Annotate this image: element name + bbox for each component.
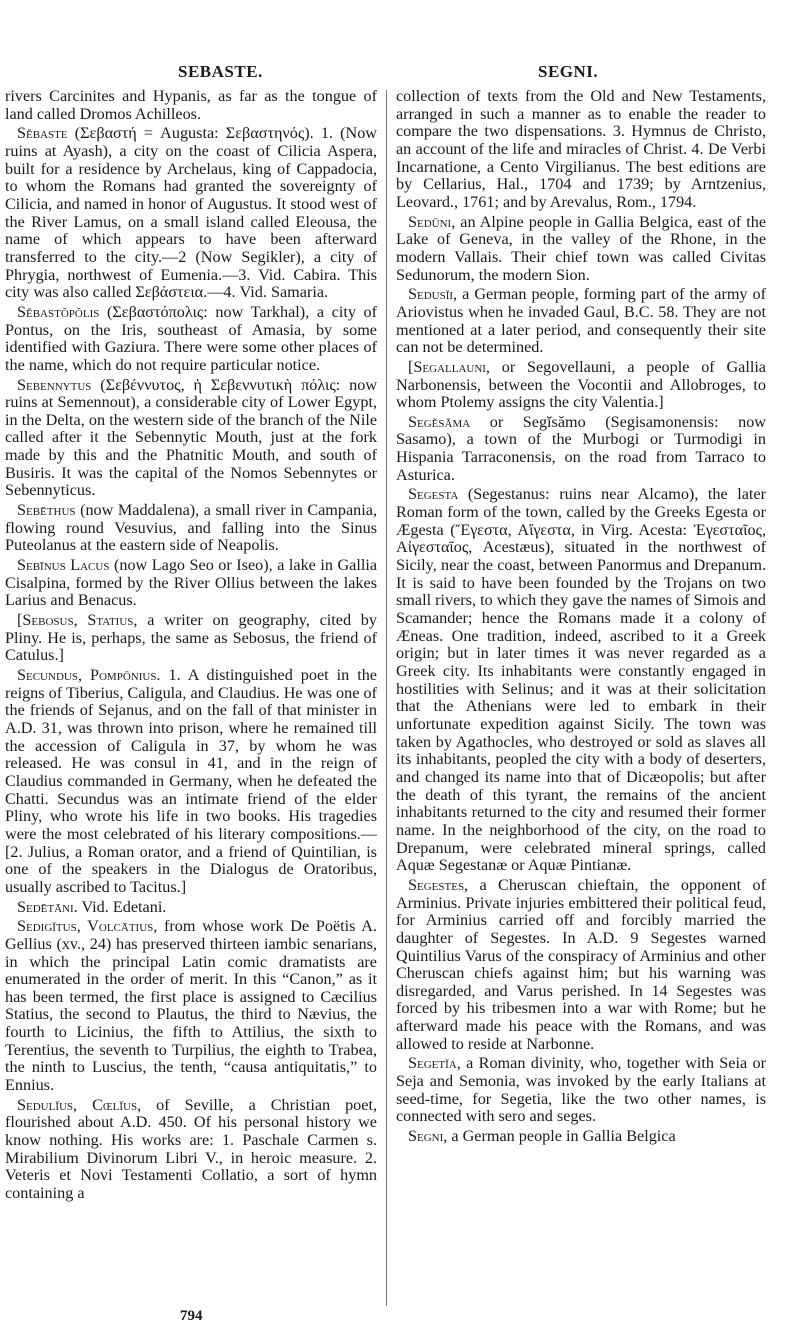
entry-headword: [Segallauni, (408, 357, 490, 376)
entry-segetia (396, 1055, 766, 1126)
entry-headword: Sebennytus (17, 375, 92, 394)
column-divider (386, 90, 387, 1306)
entry-headword: Segestes, (408, 875, 469, 894)
entry-text: Vid. Edetani. (81, 897, 167, 916)
entry-sebastopolis (5, 304, 377, 375)
page-number: 794 (180, 1308, 203, 1324)
entry-sebinus (5, 557, 377, 610)
entry-text: a German people in Gallia Belgica (451, 1127, 676, 1146)
entry-sebennytus (5, 377, 377, 501)
entry-headword: Segni, (408, 1127, 448, 1146)
entry-headword: Sedūni, (408, 212, 456, 231)
entry-text: (now Lago Seo or Iseo), a lake in Gallia Cisalpina, formed by the River Ollius between the lakes Larius and Benacus. (5, 556, 377, 610)
entry-headword: Sebēthus (17, 501, 76, 520)
entry-headword: Sedulĭus, Cœlĭus, (17, 1095, 142, 1114)
entry-text: (Segestanus: ruins near Alcamo), the later Roman form of the town, called by the Greeks Egesta or Ægesta (Ἔγεστα, Αἴγεστα, in Virg. Acesta: Ἐγεσταῖος, Αἰγεσταῖος, Acestæus), situated in the northwest of Sicily, near the coast, between Panormus and Drepanum. It is said to have been founded by the Trojans on two small rivers, to which they gave the names of Simois and Scamander; hence the Romans made it a colony of Æneas. One tradition, indeed, ascribed to it a Greek origin; but in later times it was never regarded as a Greek city. Its inhabitants were constantly engaged in hostilities with Selinus; and it was at their solicitation that the Athenians were led to embark in their unfortunate expedition against Sicily. The town was taken by Agathocles, who destroyed or sold as slaves all its inhabitants, peopled the city with a body of deserters, and changed its name into that of Dicæopolis; but after the death of this tyrant, the remains of the ancient inhabitants returned to the city and resumed their former name. In the neighborhood of the city, on the road to Drepanum, were celebrated mineral springs, called Aquæ Segestanæ or Aquæ Pintianæ. (396, 485, 767, 875)
entry-text: (Σεβέννυτος, ἡ Σεβεννυτικὴ πόλις: now ruins at Semennout), a considerable city of Lower Egypt, in the Delta, on the western side of the branch of the Nile called after it the Sebennytic Mouth, just at the fork made by this and the Phatnitic Mouth, and south of Busiris. It was the capital of the Nomos Sebennytes or Sebennyticus. (5, 375, 378, 500)
entry-headword: Secundus, Pompōnius. (17, 666, 161, 684)
entry-text: (Σεβαστή = Augusta: Σεβαστηνός). 1. (Now ruins at Ayash), a city on the coast of Cilicia Aspera, built for a residence by Archelaus, king of Cappadocia, to whom the Romans had granted the sovereignty of Cilicia, and named in honor of Augustus. It stood west of the River Lamus, on a small island called Eleousa, the name of which appears to have been afterward transferred to the city.—2 (Now Segikler), a city of Phrygia, northwest of Eumenia.—3. Vid. Cabira. This city was also called Σεβάστεια.—4. Vid. Samaria. (5, 124, 377, 302)
entry-sebaste (5, 125, 377, 302)
entry-headword: Sĕbastŏpŏlis (17, 302, 100, 321)
entry-text: or Segovellauni, a people of Gallia Narbonensis, between the Vocontii and Allobroges, to whom Ptolemy assigns the city Valentia.] (396, 357, 766, 412)
entry-segallauni (396, 359, 766, 412)
entry-text: of Seville, a Christian poet, flourished about A.D. 450. Of his personal history we know nothing. His works are: 1. Paschale Carmen s. Mirabilium Divinorum Libri V., in heroic measure. 2. Veteris et Novi Testamenti Collatio, a sort of hymn containing a (5, 1095, 377, 1203)
entry-text: collection of texts from the Old and New Testaments, arranged in such a manner as to enable the reader to compare the two dispensations. 3. Hymnus de Christo, an account of the life and miracles of Christ. 4. De Verbi Incarnatione, a Cento Virgilianus. The best editions are by Cellarius, Hal., 1704 and 1739; by Arntzenius, Leovard., 1761; and by Arevalus, Rom., 1794. (396, 87, 766, 211)
entry-segni (396, 1128, 766, 1146)
entry-text: rivers Carcinites and Hypanis, as far as the tongue of land called Dromos Achilleos. (5, 87, 377, 123)
entry-text: from whose work De Poëtis A. Gellius (xv., 24) has preserved thirteen iambic senarians, in which the principal Latin comic dramatists are enumerated in the order of merit. In this “Canon,” as it has been termed, the first place is assigned to Cæcilius Statius, the second to Plautus, the third to Nævius, the fourth to Licinius, the fifth to Attilius, the sixth to Terentius, the seventh to Turpilius, the eighth to Trabea, the ninth to Luscius, the tenth, “causa antiquitatis,” to Ennius. (5, 917, 377, 1095)
entry-segesama (396, 414, 766, 485)
entry-segestes (396, 877, 766, 1054)
entry-cont2 (396, 88, 766, 212)
entry-text: (Σεβαστόπολις: now Tarkhal), a city of Pontus, on the Iris, southeast of Amasia, by some identified with Gaziura. There were some other places of the name, which do not require particular notice. (5, 302, 378, 374)
entry-cont (5, 88, 377, 123)
entry-text: (now Maddalena), a small river in Campania, flowing round Vesuvius, and falling into the Sinus Puteolanus at the eastern side of Neapolis. (5, 501, 377, 555)
entry-text: a Roman divinity, who, together with Seia or Seja and Semonia, was invoked by the early Italians at seed-time, for Segetia, like the two other names, is connected with sero and seges. (396, 1054, 766, 1126)
entry-seduni (396, 214, 766, 285)
entry-sebosus (5, 612, 377, 665)
entry-headword: Sĕbaste (17, 124, 68, 143)
entry-headword: Sebīnus Lacus (17, 556, 110, 575)
entry-text: or Segĭsămo (Segisamonensis: now Sasamo), a town of the Murbogi or Turmodigi in Hispania Tarraconensis, on the road from Tarraco to Asturica. (396, 412, 767, 484)
entry-headword: Sedigĭtus, Volcātius, (17, 917, 158, 936)
entry-headword: Sedusĭi, (408, 285, 458, 304)
entry-secundus (5, 667, 377, 897)
running-header-left: SEBASTE. (178, 62, 263, 81)
entry-headword: Sedētāni. (17, 897, 78, 916)
entry-text: a German people, forming part of the army of Ariovistus when he invaded Gaul, B.C. 58. They are not mentioned at a later period, and consequently their site can not be determined. (396, 285, 767, 357)
left-column (5, 88, 377, 1205)
entry-headword: Segesta (408, 485, 459, 504)
entry-text: an Alpine people in Gallia Belgica, east of the Lake of Geneva, in the valley of the Rhone, in the modern Vallais. Their chief town was called Civitas Sedunorum, the modern Sion. (396, 212, 766, 284)
entry-sebethus (5, 502, 377, 555)
entry-headword: Segĕsăma (408, 412, 471, 431)
entry-text: a writer on geography, cited by Pliny. He is, perhaps, the same as Sebosus, the friend of Catulus.] (5, 611, 377, 665)
entry-sedusii (396, 286, 766, 357)
entry-sedulius (5, 1097, 377, 1203)
entry-sedigitus (5, 918, 377, 1095)
entry-sedetani (5, 899, 377, 917)
running-header-right: SEGNI. (538, 62, 599, 81)
entry-headword: Segetĭa, (408, 1054, 461, 1073)
right-column (396, 88, 766, 1148)
entry-headword: [Sebosus, Statius, (17, 611, 138, 630)
entry-segesta (396, 486, 766, 874)
entry-text: a Cheruscan chieftain, the opponent of Arminius. Private injuries embittered their political feud, for Arminius carried off and forcibly married the daughter of Segestes. In A.D. 9 Segestes warned Quintilius Varus of the conspiracy of Arminius and other Cheruscan chiefs against him; but his warning was disregarded, and Varus perished. In 14 Segestes was forced by his tribesmen into a war with Rome; but he afterward made his peace with the Romans, and was allowed to reside at Narbonne. (396, 875, 767, 1053)
entry-text: 1. A distinguished poet in the reigns of Tiberius, Caligula, and Claudius. He was one of the friends of Sejanus, and on the fall of that minister in A.D. 31, was thrown into prison, where he remained till the accession of Caligula in 37, by whom he was released. He was consul in 41, and in the reign of Claudius commanded in Germany, when he defeated the Chatti. Secundus was an intimate friend of the elder Pliny, who wrote his life in two books. His tragedies were the most celebrated of his literary compositions.—[2. Julius, a Roman orator, and a friend of Quintilian, is one of the speakers in the Dialogus de Oratoribus, usually ascribed to Tacitus.] (5, 666, 377, 896)
